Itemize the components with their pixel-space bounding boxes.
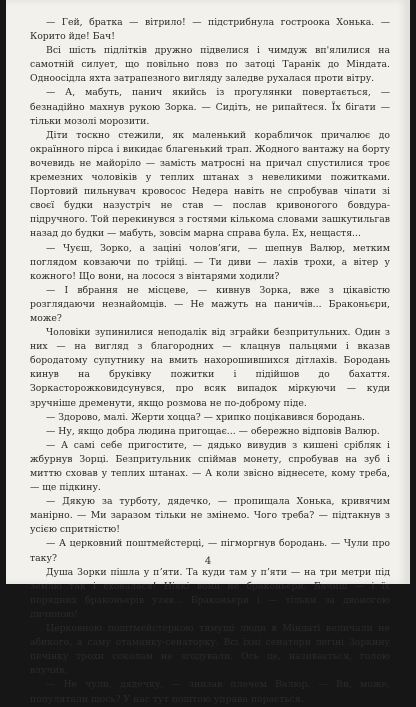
- paragraph: Чоловіки зупинилися неподалік від зграйки безпритульних. Один з них — на вигляд з благородних — клацнув пальцями і вказав бородатому супутнику на вмить нахорошившихся дітлахів. Бородань кинув на бруківку пожитки і підійшов до бахаття. Зоркасторожковидсунувся, про всяк випадок міркуючи — куди зручніше дременути, якщо розмова не по-доброму піде.: [30, 327, 390, 409]
- page-number: 4: [204, 556, 212, 567]
- book-page: [6, 0, 410, 705]
- paragraph: — А церковний поштмейстерці, — пігморгнув бородань. — Чули про таку?: [30, 538, 390, 564]
- paragraph: — Дякую за турботу, дядечко, — пропищала Хонька, кривячим манірно. — Ми заразом тільки не змінемо. Чого треба? — підтакнув з усією спритністю!: [30, 496, 390, 536]
- paragraph: — А самі себе пригостите, — дядько вивудив з кишені срібляк і жбурнув Зорці. Безпритульник спіймав монету, спробував на зуб і миттю сховав у теплих штанах. — А коли звісно віднесете, кому треба, — ще підкину.: [30, 439, 390, 494]
- paragraph: — Чуєш, Зорко, а заціні чоловʼяги, — шепнув Валюр, метким поглядом ковзаючи по трійці. — Ти диви — лахів трохи, а вітер у кожного! Що вони, на лосося з вінтарями ходили?: [30, 242, 390, 282]
- paragraph: Всі шість підлітків дружно підвелися і чимдуж вп'ялилися на самотній силует, що повільно повз по затоці Таранік до Міндата. Одноосідла яхта затрапезного вигляду заледве рухалася проти вітру.: [30, 45, 390, 85]
- page-text: [30, 16, 390, 707]
- paragraph: — Не чули, дядечку, — знизав плечем Валюр. — Ви, може, популятали щось? У нас тут поштою управа порається.: [30, 679, 390, 705]
- paragraph: — І вбрання не місцеве, — кивнув Зорка, вже з цікавістю розглядаючи незнайомців. — Не мажуть на паничів... Браконьєри, може?: [30, 284, 390, 324]
- paragraph: Душа Зорки пішла у пʼяти. Та куди там у пʼяти — на три метри під землю так і сховалася! Ніякі вони не браконьєри. Бачиш — і їх порядних браконьєрів узяв... Браконьєри і — тільки за двоногою дичиною!: [30, 566, 390, 620]
- paragraph: — Здорово, малі. Жерти хоцца? — хрипко поцікавився бородань.: [46, 411, 365, 423]
- paragraph: — А, мабуть, панич якийсь із прогулянки повертається, — безнадійно махнув рукою Зорка. — Сидіть, не рипайтеся. Їх бігати — тільки мозолі морозити.: [30, 87, 390, 127]
- paragraph: Церковною поштмейстеркою тямущі люди в Міндаті величали не абикого, а саму отаманку-сенаторку. Всі їхні сенатори легіні Зоркину печінку трохи соколам не згодували. Ось це, називається, голою влучив.: [30, 623, 390, 677]
- paragraph: — Ну, якщо добра людина пригощає... — обережно відповів Валюр.: [46, 425, 380, 437]
- paragraph: — Гей, братка — вітрило! — підстрибнула гостроока Хонька. — Корито йде! Бач!: [30, 17, 390, 43]
- paragraph: Діти тоскно стежили, як маленький корабличок причалює до окраїнного пірса і викидає благенький трап. Жодного вантажу на борту вочевидь не майоріло — замість матросні на причал спустилися троє кремезних чоловіків у теплих штанах з невеликими пожитками. Портовий пильнувач кровосос Недера навіть не спробував чіпати зі своєї будки назустріч не став — послав кривоногого бовдура-підручного. Той перекинувся з гостями кількома словами зашкутильгав назад до будки — мабуть, зовсім марна справа була. Ех, нещастя...: [30, 129, 390, 240]
